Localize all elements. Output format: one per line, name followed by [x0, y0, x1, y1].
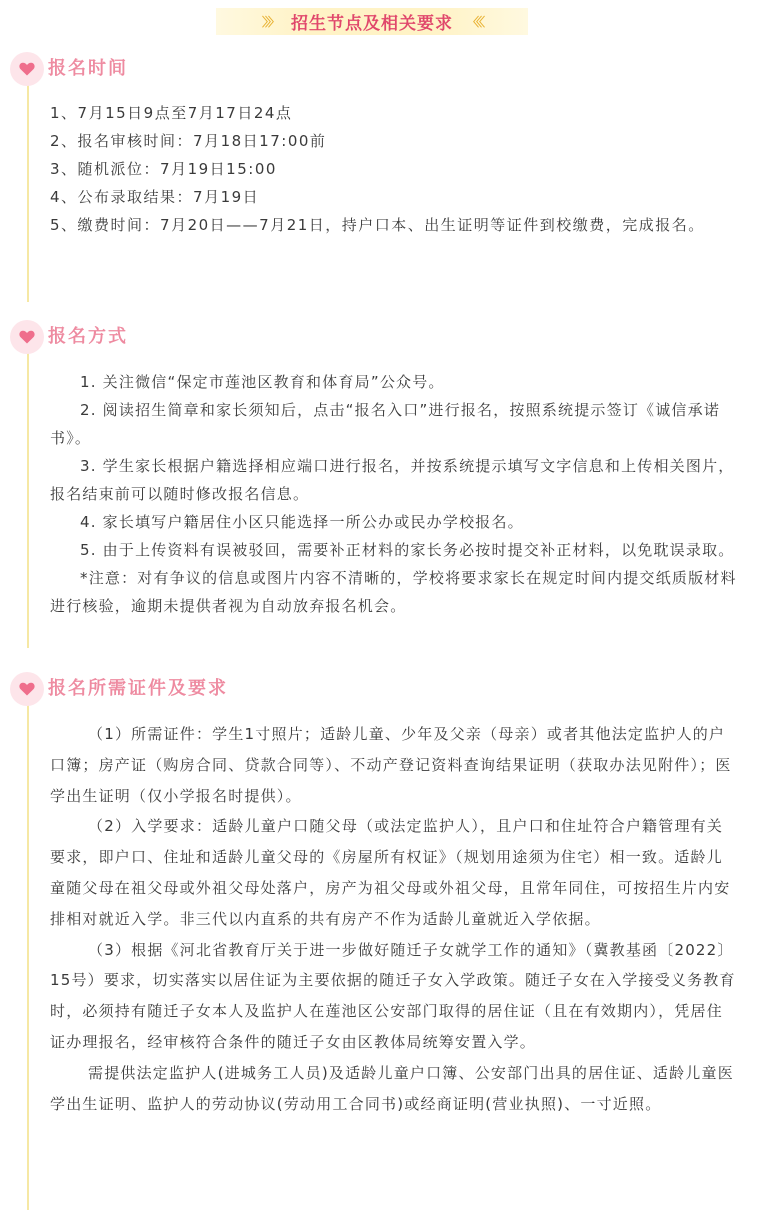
list-item: 1. 关注微信“保定市莲池区教育和体育局”公众号。 [80, 373, 445, 391]
section-title: 报名时间 [48, 58, 128, 79]
list-item: 4、公布录取结果：7月19日 [50, 188, 260, 206]
heart-icon [10, 672, 44, 706]
chevron-left-deco-icon: 〈〈〈 [467, 15, 483, 29]
list-item: （2）入学要求：适龄儿童户口随父母（或法定监护人），且户口和住址符合户籍管理有关要求，即户口、住址和适龄儿童父母的《房屋所有权证》（规划用途须为住宅）相一致。适龄儿童随父母在祖父母或外祖父母处落户，房产为祖父母或外祖父母，且常年同住，可按招生片内安排相对就近入学。非三代以内直系的共有房产不作为适龄儿童就近入学依据。 [50, 817, 731, 928]
timeline-line [27, 84, 29, 302]
list-item: 1、7月15日9点至7月17日24点 [50, 104, 293, 122]
heart-icon [10, 320, 44, 354]
section-header [10, 52, 750, 86]
list-item: 5、缴费时间：7月20日——7月21日，持户口本、出生证明等证件到校缴费，完成报名。 [50, 216, 705, 234]
list-item: （3）根据《河北省教育厅关于进一步做好随迁子女就学工作的通知》（冀教基函〔2022〕15号）要求，切实落实以居住证为主要依据的随迁子女入学政策。随迁子女在入学接受义务教育时，必须持有随迁子女本人及监护人在莲池区公安部门取得的居住证（且在有效期内），凭居住证办理报名，经审核符合条件的随迁子女由区教体局统筹安置入学。 [50, 940, 736, 1051]
section-body [50, 719, 738, 1119]
section-header [10, 672, 750, 706]
section-title: 报名所需证件及要求 [48, 678, 228, 699]
list-item: 3. 学生家长根据户籍选择相应端口进行报名，并按系统提示填写文字信息和上传相关图片，报名结束前可以随时修改报名信息。 [50, 457, 735, 503]
list-item: 3、随机派位：7月19日15:00 [50, 160, 277, 178]
timeline-line [27, 704, 29, 1210]
section-header [10, 320, 750, 354]
list-item: 2、报名审核时间：7月18日17:00前 [50, 132, 327, 150]
heart-icon [10, 52, 44, 86]
page-title: 招生节点及相关要求 [291, 14, 453, 34]
list-item: 4. 家长填写户籍居住小区只能选择一所公办或民办学校报名。 [80, 513, 524, 531]
header-banner [216, 8, 528, 35]
note-item: *注意：对有争议的信息或图片内容不清晰的，学校将要求家长在规定时间内提交纸质版材料进行核验，逾期未提供者视为自动放弃报名机会。 [50, 569, 737, 615]
list-item: （1）所需证件：学生1寸照片；适龄儿童、少年及父亲（母亲）或者其他法定监护人的户口簿；房产证（购房合同、贷款合同等）、不动产登记资料查询结果证明（获取办法见附件）；医学出生证明（仅小学报名时提供）。 [50, 725, 732, 805]
section-title: 报名方式 [48, 326, 128, 347]
chevron-right-deco-icon: 〉〉〉 [261, 15, 277, 29]
section-body [50, 99, 738, 239]
list-item: 5. 由于上传资料有误被驳回，需要补正材料的家长务必按时提交补正材料，以免耽误录取。 [80, 541, 735, 559]
list-item: 2. 阅读招生简章和家长须知后，点击“报名入口”进行报名，按照系统提示签订《诚信承诺书》。 [50, 401, 721, 447]
timeline-line [27, 352, 29, 648]
section-body [50, 368, 738, 620]
list-item: 需提供法定监护人(进城务工人员)及适龄儿童户口簿、公安部门出具的居住证、适龄儿童医学出生证明、监护人的劳动协议(劳动用工合同书)或经商证明(营业执照)、一寸近照。 [50, 1063, 734, 1113]
